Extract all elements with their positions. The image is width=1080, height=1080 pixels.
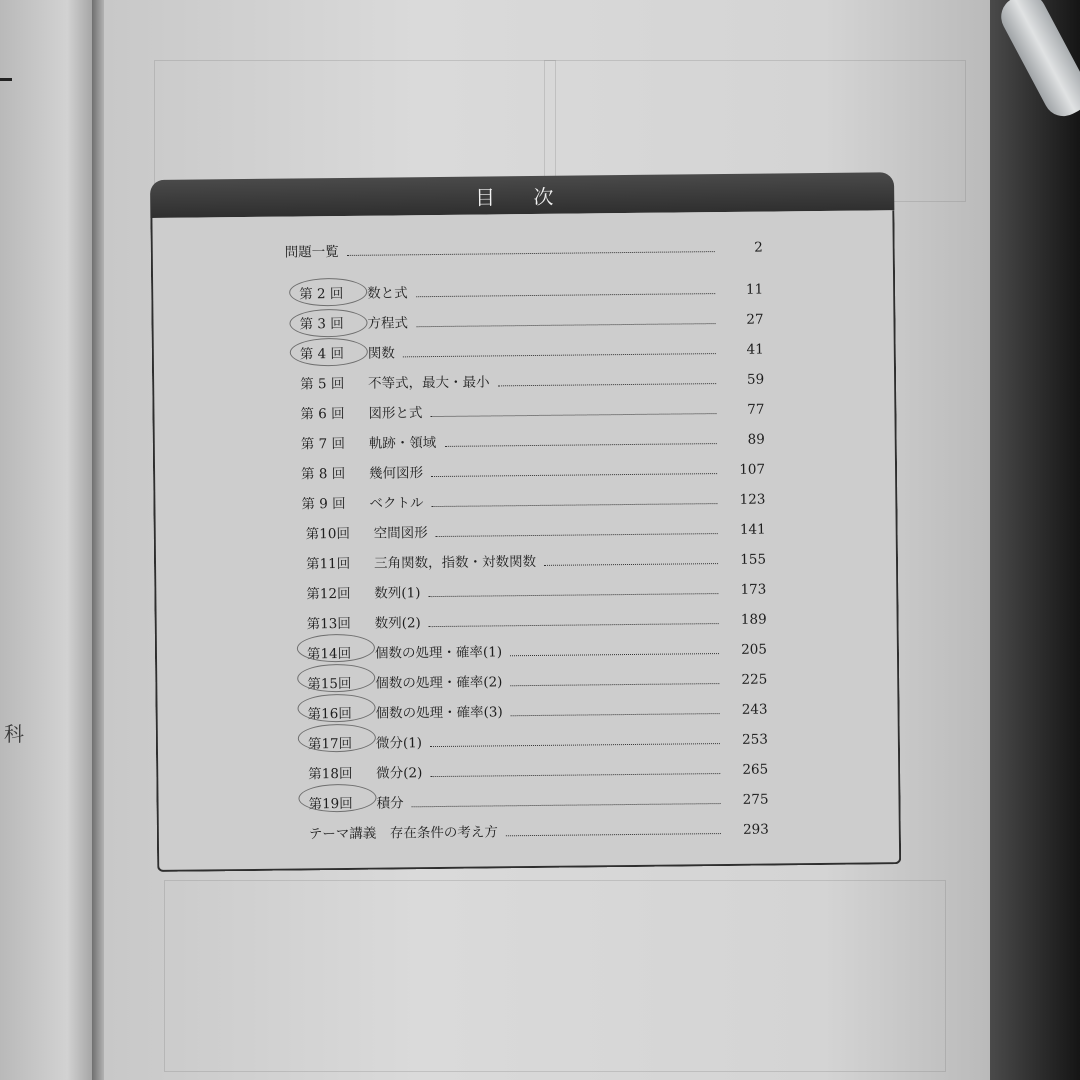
left-page-char: 科 bbox=[4, 722, 24, 746]
dot-leader bbox=[428, 593, 718, 597]
dot-leader bbox=[403, 353, 716, 357]
dot-leader bbox=[506, 833, 721, 836]
toc-entry-title: 不等式，最大・最小 bbox=[368, 374, 490, 392]
toc-list bbox=[150, 210, 901, 872]
toc-entry-title: 個数の処理・確率(1) bbox=[374, 644, 503, 662]
toc-entry-title: 個数の処理・確率(2) bbox=[375, 674, 503, 692]
toc-entry bbox=[299, 306, 763, 333]
toc-entry-number: 第 7 回 bbox=[300, 435, 346, 453]
toc-entry-title: 関数 bbox=[367, 345, 395, 362]
toc-entry-page: 243 bbox=[741, 701, 768, 718]
toc-entry bbox=[307, 636, 767, 663]
toc-entry bbox=[308, 726, 768, 753]
toc-entry-page: 89 bbox=[747, 431, 765, 448]
toc-entry bbox=[300, 366, 764, 393]
dot-leader bbox=[412, 803, 721, 807]
toc-entry-number: 第11回 bbox=[305, 555, 351, 573]
left-page-mark bbox=[0, 78, 12, 81]
toc-entry-number: 第12回 bbox=[306, 585, 351, 603]
dot-leader bbox=[416, 293, 715, 297]
toc-entry bbox=[308, 756, 768, 783]
toc-entry-page: 155 bbox=[740, 551, 767, 568]
dot-leader bbox=[510, 653, 719, 656]
toc-entry-number: 第16回 bbox=[307, 705, 352, 723]
toc-entry-number: 第19回 bbox=[308, 795, 353, 813]
toc-entry bbox=[306, 546, 766, 573]
left-page bbox=[0, 0, 96, 1080]
dot-leader bbox=[444, 443, 716, 447]
toc-entry-title: 微分(1) bbox=[375, 735, 423, 752]
toc-entry bbox=[307, 606, 767, 633]
dot-leader bbox=[416, 323, 715, 327]
toc-entry-title: 数列(1) bbox=[374, 585, 421, 602]
show-through-table bbox=[164, 880, 946, 1072]
toc-entry-title: 積分 bbox=[376, 795, 404, 812]
toc-entry bbox=[307, 696, 767, 723]
toc-entry bbox=[300, 336, 764, 363]
toc-entry-number: 第18回 bbox=[308, 765, 353, 783]
toc-entry-page: 189 bbox=[740, 611, 767, 628]
toc-entry-number: 第 8 回 bbox=[301, 465, 346, 483]
toc-entry-page: 27 bbox=[746, 311, 764, 328]
toc-entry-page: 59 bbox=[746, 371, 765, 388]
dot-leader bbox=[430, 743, 720, 747]
toc-entry-page: 107 bbox=[739, 461, 766, 478]
dot-leader bbox=[510, 683, 719, 686]
toc-entry-page: 293 bbox=[742, 821, 769, 838]
dot-leader bbox=[430, 413, 716, 417]
toc-entry-page: 253 bbox=[742, 731, 768, 748]
toc-entry-number: 第 9 回 bbox=[301, 495, 346, 513]
toc-entry-page: 205 bbox=[741, 641, 768, 658]
dot-leader bbox=[498, 383, 716, 386]
toc-entry-page: 141 bbox=[739, 521, 766, 538]
toc-entry-title: 幾何図形 bbox=[369, 465, 424, 482]
toc-entry bbox=[301, 486, 765, 513]
toc-entry bbox=[306, 576, 766, 603]
toc-entry-title: 方程式 bbox=[367, 315, 409, 332]
toc-entry-number: 第 2 回 bbox=[299, 285, 344, 303]
toc-entry-title: 微分(2) bbox=[376, 765, 423, 782]
toc-entry-number: 第10回 bbox=[305, 525, 350, 543]
toc-entry bbox=[301, 426, 765, 453]
dot-leader bbox=[429, 623, 719, 627]
toc-entry-page: 41 bbox=[746, 341, 764, 358]
toc-entry bbox=[301, 456, 765, 483]
toc-entry-title: 図形と式 bbox=[368, 405, 423, 422]
toc-entry-title: 数列(2) bbox=[374, 615, 421, 632]
toc-entry-page: 225 bbox=[741, 671, 768, 688]
table-of-contents bbox=[150, 172, 901, 880]
toc-entry-page: 11 bbox=[745, 281, 764, 298]
toc-entry bbox=[299, 276, 763, 303]
toc-entry-page: 275 bbox=[742, 791, 769, 808]
toc-title: 目 次 bbox=[474, 184, 570, 210]
toc-entry-title: 個数の処理・確率(3) bbox=[375, 704, 503, 722]
toc-entry bbox=[307, 666, 767, 693]
toc-entry-number: 第15回 bbox=[307, 675, 352, 693]
toc-entry-title: ベクトル bbox=[369, 495, 424, 512]
toc-entry-title: 軌跡・領域 bbox=[368, 435, 437, 452]
toc-entry-title: 数と式 bbox=[367, 285, 408, 302]
dot-leader bbox=[544, 563, 718, 566]
toc-entry bbox=[308, 786, 768, 813]
dot-leader bbox=[511, 713, 720, 716]
dot-leader bbox=[436, 533, 718, 537]
toc-entry bbox=[285, 234, 763, 261]
toc-entry bbox=[309, 816, 769, 843]
toc-entry-page: 173 bbox=[740, 581, 767, 598]
dot-leader bbox=[431, 503, 717, 507]
background-surface bbox=[990, 0, 1080, 1080]
toc-entry bbox=[300, 396, 764, 423]
dot-leader bbox=[431, 473, 717, 477]
toc-entry-number: 第 5 回 bbox=[300, 375, 345, 393]
toc-entry-number: 第13回 bbox=[306, 615, 351, 633]
dot-leader bbox=[430, 773, 720, 777]
toc-entry-title: 空間図形 bbox=[373, 525, 428, 542]
toc-entry-page: 77 bbox=[747, 401, 765, 418]
toc-entry-title: テーマ講義 存在条件の考え方 bbox=[308, 824, 498, 843]
toc-entry-number: 第17回 bbox=[307, 735, 353, 753]
toc-entry-page: 123 bbox=[739, 491, 766, 508]
dot-leader bbox=[347, 251, 715, 256]
toc-entry-number: 第14回 bbox=[306, 645, 352, 663]
toc-entry-number: 第 4 回 bbox=[299, 345, 345, 363]
toc-entry-number: 第 3 回 bbox=[299, 315, 344, 333]
toc-entry-page: 2 bbox=[754, 239, 763, 256]
toc-entry-title: 三角関数，指数・対数関数 bbox=[373, 553, 537, 572]
toc-entry bbox=[306, 516, 766, 543]
toc-entry-number: 第 6 回 bbox=[300, 405, 345, 423]
show-through-table bbox=[154, 60, 556, 192]
toc-entry-title: 問題一覧 bbox=[284, 244, 339, 261]
toc-entry-page: 265 bbox=[742, 761, 769, 778]
